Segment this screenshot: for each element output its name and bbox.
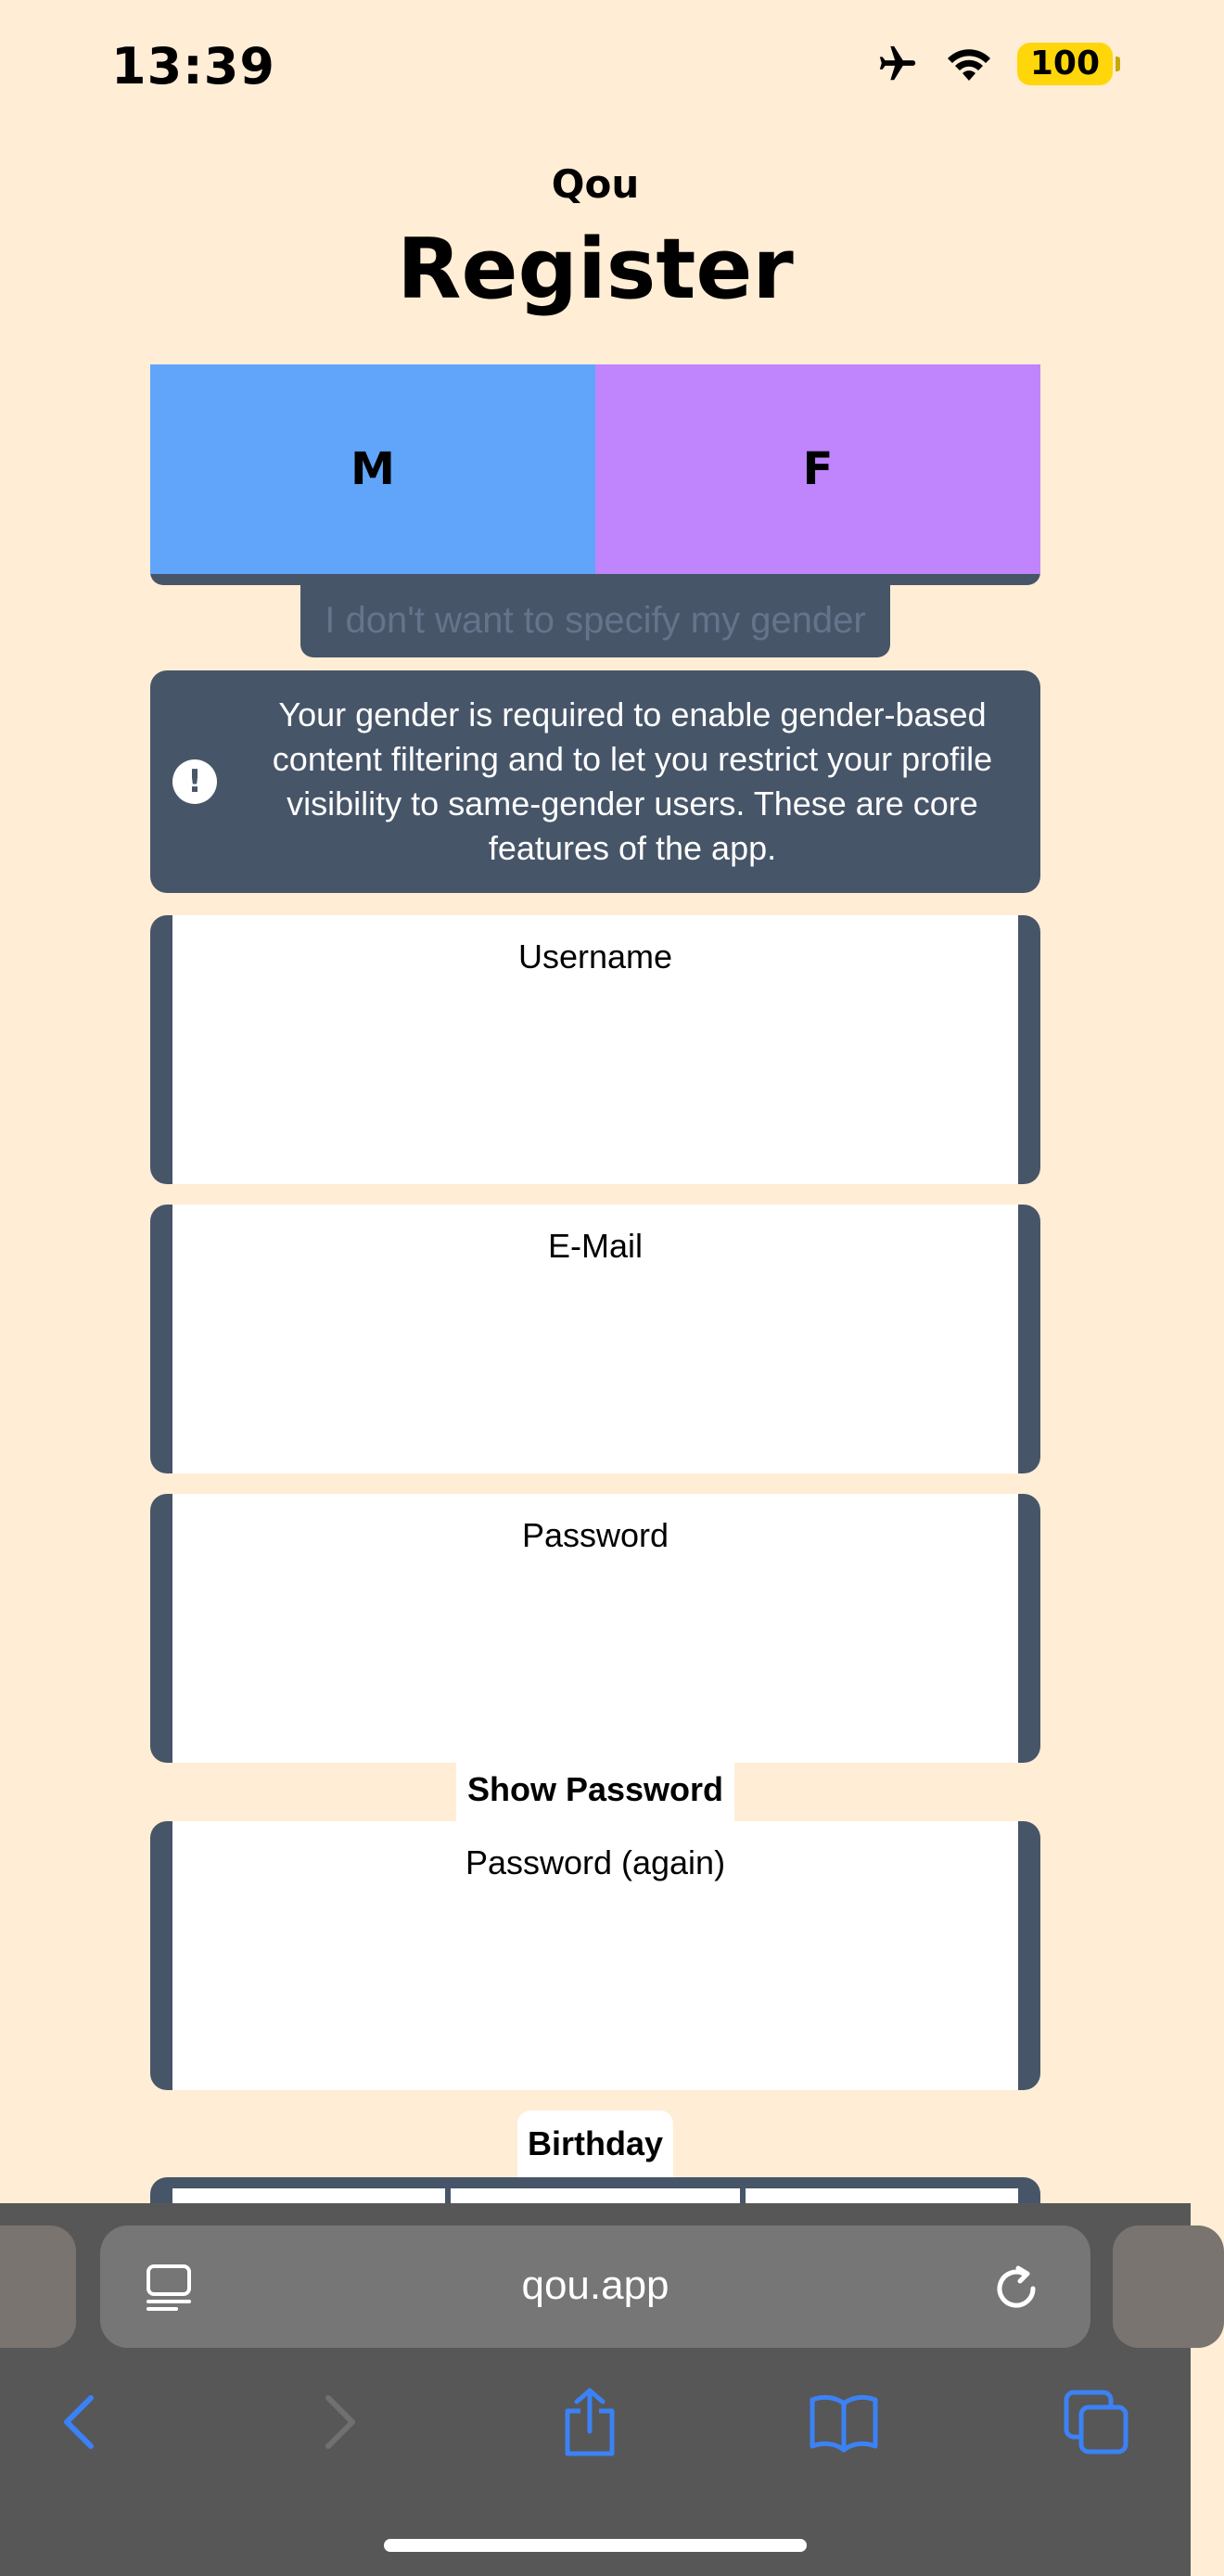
previous-tab-preview[interactable] — [0, 2225, 76, 2348]
email-input[interactable] — [172, 1282, 1018, 1473]
gender-info-text: Your gender is required to enable gender-based content filtering and to let you restrict your profile visibility to same-gender users. These are core features of the app. — [272, 695, 993, 867]
gender-unspecified-button[interactable]: I don't want to specify my gender — [300, 583, 890, 657]
username-field — [150, 915, 1040, 1184]
email-label: E-Mail — [547, 1227, 643, 1265]
url-text: qou.app — [521, 2263, 669, 2308]
share-button[interactable] — [553, 2385, 627, 2459]
chevron-left-icon — [57, 2392, 102, 2452]
app-name: Qou — [551, 161, 640, 207]
home-indicator[interactable] — [384, 2539, 807, 2552]
wifi-icon — [945, 45, 993, 83]
tabs-button[interactable] — [1059, 2385, 1133, 2459]
gender-male-button[interactable]: M — [150, 364, 595, 574]
reload-icon[interactable] — [990, 2263, 1042, 2315]
browser-toolbar — [0, 2203, 1191, 2576]
tabs-icon — [1063, 2389, 1129, 2455]
password-input[interactable] — [172, 1572, 1018, 1763]
password-again-label: Password (again) — [465, 1843, 726, 1881]
email-field — [150, 1205, 1040, 1473]
password-field — [150, 1494, 1040, 1763]
book-icon — [809, 2392, 879, 2452]
gender-female-button[interactable]: F — [595, 364, 1040, 574]
address-bar[interactable] — [100, 2225, 1090, 2348]
forward-button[interactable] — [302, 2385, 376, 2459]
chevron-right-icon — [317, 2392, 362, 2452]
battery-indicator: 100 — [1017, 43, 1113, 85]
bookmarks-button[interactable] — [807, 2385, 881, 2459]
username-input[interactable] — [172, 993, 1018, 1184]
birthday-label: Birthday — [517, 2111, 673, 2177]
next-tab-preview[interactable] — [1113, 2225, 1224, 2348]
share-icon — [560, 2387, 619, 2457]
username-label: Username — [517, 937, 673, 976]
airplane-icon — [874, 43, 921, 85]
password-label: Password — [521, 1516, 669, 1554]
show-password-toggle[interactable]: Show Password — [456, 1758, 734, 1821]
password-again-input[interactable] — [172, 1899, 1018, 2090]
gender-selector — [150, 364, 1040, 585]
page-title: Register — [397, 221, 794, 318]
status-icons — [874, 43, 1113, 85]
status-time: 13:39 — [111, 37, 275, 96]
password-again-field — [150, 1821, 1040, 2090]
exclamation-icon: ! — [172, 759, 217, 804]
gender-info-box — [150, 670, 1040, 893]
back-button[interactable] — [43, 2385, 117, 2459]
